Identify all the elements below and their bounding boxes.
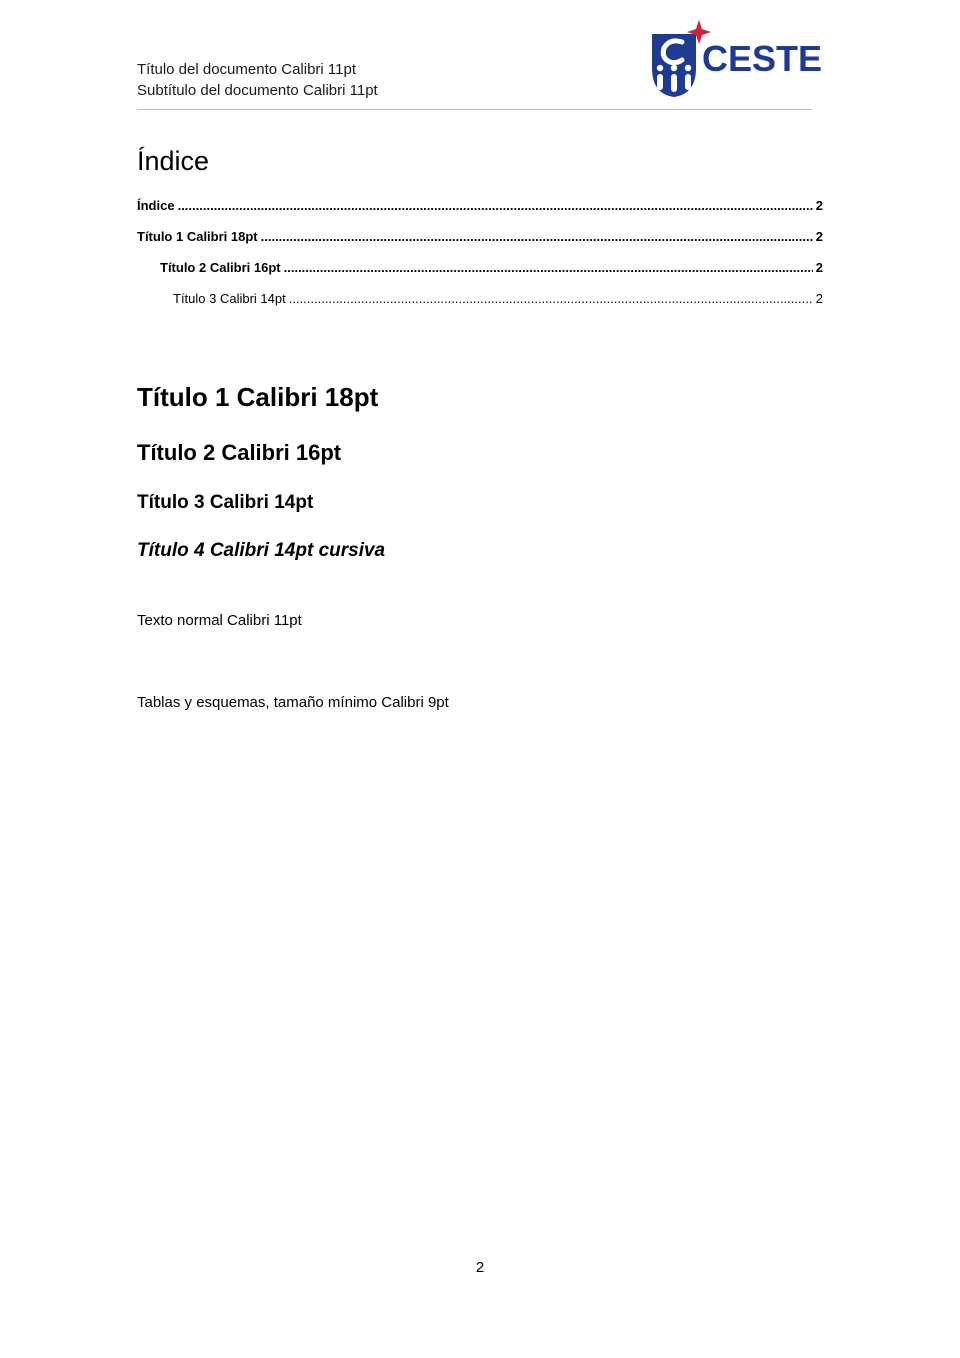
heading-3: Título 3 Calibri 14pt <box>137 492 314 513</box>
document-subtitle: Subtítulo del documento Calibri 11pt <box>137 82 378 99</box>
document-title: Título del documento Calibri 11pt <box>137 61 357 78</box>
toc-entry[interactable] <box>137 198 823 213</box>
toc-entry-label: Título 2 Calibri 16pt <box>160 260 281 275</box>
heading-4: Título 4 Calibri 14pt cursiva <box>137 540 386 561</box>
toc-entry-page: 2 <box>815 198 823 213</box>
toc-leader <box>178 198 813 213</box>
toc-entry-label: Título 1 Calibri 18pt <box>137 229 258 244</box>
page-number: 2 <box>475 1259 485 1276</box>
body-text-tables: Tablas y esquemas, tamaño mínimo Calibri 9pt <box>137 694 449 711</box>
toc-entry-page: 2 <box>815 291 823 306</box>
toc-leader <box>284 260 813 275</box>
toc-entry-label: Índice <box>137 198 175 213</box>
heading-2: Título 2 Calibri 16pt <box>137 440 342 465</box>
ceste-logo <box>648 18 823 100</box>
toc-entry[interactable] <box>137 229 823 244</box>
logo-wordmark: CESTE <box>702 38 823 79</box>
body-text: Texto normal Calibri 11pt <box>137 612 302 629</box>
toc-entry-label: Título 3 Calibri 14pt <box>173 291 286 306</box>
toc-entry[interactable] <box>173 291 823 306</box>
heading-1: Título 1 Calibri 18pt <box>137 382 379 412</box>
toc-entry[interactable] <box>160 260 823 275</box>
toc-entry-page: 2 <box>815 260 823 275</box>
header-divider <box>137 109 812 110</box>
toc-leader <box>261 229 813 244</box>
toc-leader <box>289 291 813 306</box>
toc-title: Índice <box>137 146 210 176</box>
header-text <box>137 59 378 101</box>
toc-entry-page: 2 <box>815 229 823 244</box>
